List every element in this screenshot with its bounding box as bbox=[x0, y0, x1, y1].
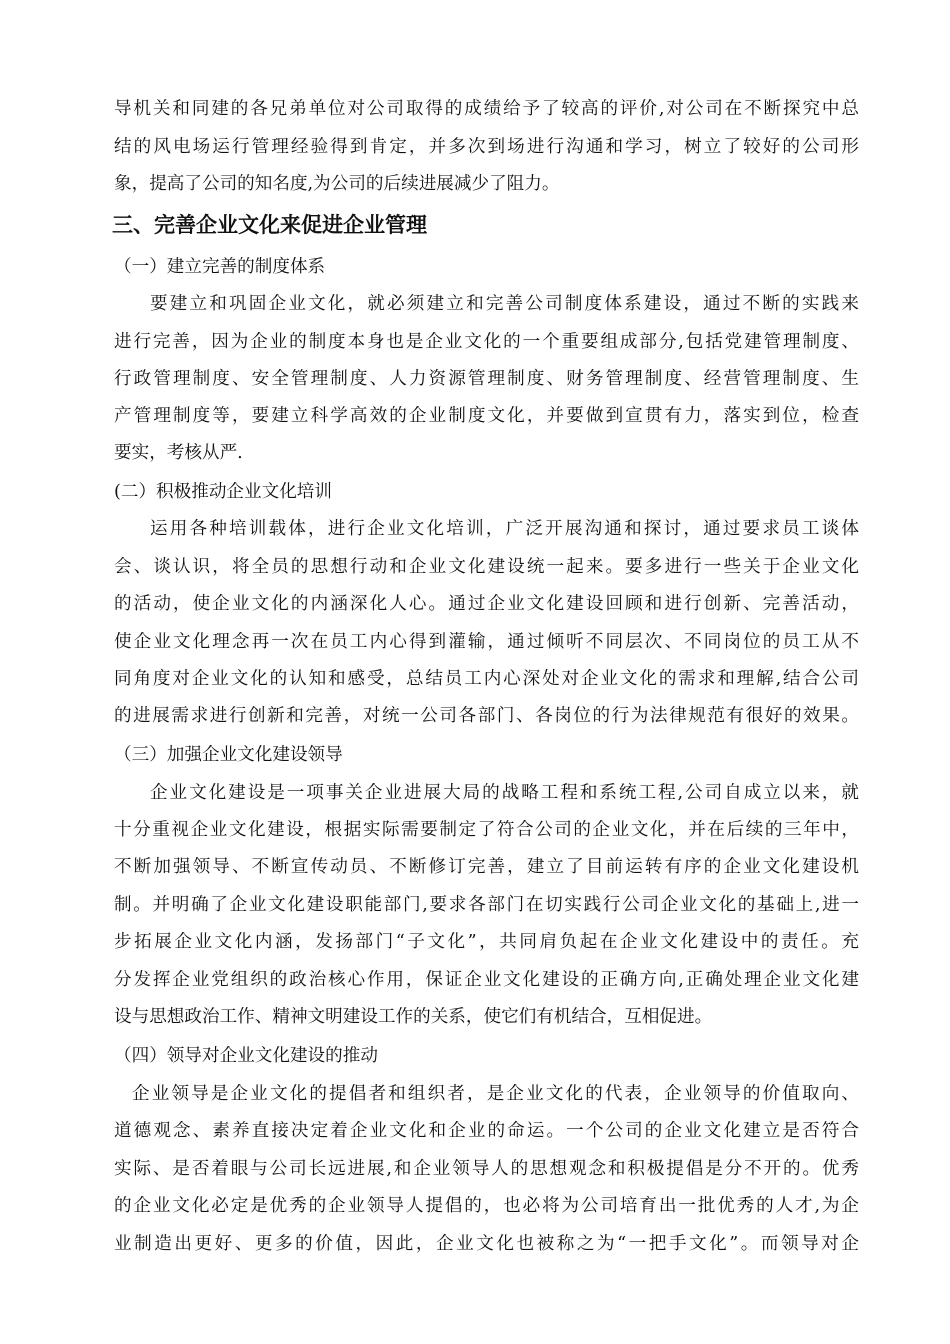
section-heading: 三、完善企业文化来促进企业管理 bbox=[112, 213, 427, 237]
paragraph-line: 同角度对企业文化的认知和感受，总结员工内心深处对企业文化的需求和理解,结合公司 bbox=[114, 669, 859, 689]
paragraph-line: 分发挥企业党组织的政治核心作用，保证企业文化建设的正确方向,正确处理企业文化建 bbox=[114, 970, 859, 990]
paragraph-line: 十分重视企业文化建设，根据实际需要制定了符合公司的企业文化，并在后续的三年中， bbox=[114, 820, 859, 840]
paragraph-line: 道德观念、素养直接决定着企业文化和企业的命运。一个公司的企业文化建立是否符合 bbox=[114, 1121, 859, 1141]
paragraph-line: 要实，考核从严. bbox=[114, 443, 243, 463]
paragraph-line: 实际、是否着眼与公司长远进展,和企业领导人的思想观念和积极提倡是分不开的。优秀 bbox=[114, 1159, 859, 1179]
subsection-heading: （四）领导对企业文化建设的推动 bbox=[114, 1046, 378, 1066]
paragraph-line: 不断加强领导、不断宣传动员、不断修订完善，建立了目前运转有序的企业文化建设机 bbox=[114, 857, 859, 877]
paragraph-line: 产管理制度等，要建立科学高效的企业制度文化，并要做到宣贯有力，落实到位，检查 bbox=[114, 406, 859, 426]
paragraph-line: 步拓展企业文化内涵，发扬部门“子文化”，共同肩负起在企业文化建设中的责任。充 bbox=[114, 932, 859, 952]
paragraph-line: 运用各种培训载体，进行企业文化培训，广泛开展沟通和探讨，通过要求员工谈体 bbox=[150, 519, 859, 539]
paragraph-line: 制。并明确了企业文化建设职能部门,要求各部门在切实践行公司企业文化的基础上,进一 bbox=[114, 895, 859, 915]
paragraph-line: 的活动，使企业文化的内涵深化人心。通过企业文化建设回顾和进行创新、完善活动， bbox=[114, 594, 859, 614]
paragraph-line: 设与思想政治工作、精神文明建设工作的关系，使它们有机结合，互相促进。 bbox=[114, 1007, 713, 1027]
paragraph-line: 企业文化建设是一项事关企业进展大局的战略工程和系统工程,公司自成立以来，就 bbox=[150, 783, 859, 803]
paragraph-line: 结的风电场运行管理经验得到肯定，并多次到场进行沟通和学习，树立了较好的公司形 bbox=[114, 137, 859, 157]
paragraph-line: 导机关和同建的各兄弟单位对公司取得的成绩给予了较高的评价,对公司在不断探究中总 bbox=[114, 99, 859, 119]
paragraph-line: 业制造出更好、更多的价值，因此，企业文化也被称之为“一把手文化”。而领导对企 bbox=[114, 1234, 859, 1254]
paragraph-line: 要建立和巩固企业文化，就必须建立和完善公司制度体系建设，通过不断的实践来 bbox=[150, 294, 859, 314]
paragraph-line: 进行完善，因为企业的制度本身也是企业文化的一个重要组成部分,包括党建管理制度、 bbox=[114, 332, 859, 352]
subsection-heading: （一）建立完善的制度体系 bbox=[114, 257, 326, 277]
paragraph-line: 的进展需求进行创新和完善，对统一公司各部门、各岗位的行为法律规范有很好的效果。 bbox=[114, 706, 859, 726]
paragraph-line: 行政管理制度、安全管理制度、人力资源管理制度、财务管理制度、经营管理制度、生 bbox=[114, 369, 859, 389]
subsection-heading: （三）加强企业文化建设领导 bbox=[114, 745, 343, 765]
paragraph-line: 会、谈认识，将全员的思想行动和企业文化建设统一起来。要多进行一些关于企业文化 bbox=[114, 557, 859, 577]
paragraph-line: 企业领导是企业文化的提倡者和组织者，是企业文化的代表，企业领导的价值取向、 bbox=[132, 1084, 859, 1104]
paragraph-line: 象，提高了公司的知名度,为公司的后续进展减少了阻力。 bbox=[114, 174, 560, 194]
subsection-heading: (二）积极推动企业文化培训 bbox=[114, 482, 332, 502]
paragraph-line: 的企业文化必定是优秀的企业领导人提倡的，也必将为公司培育出一批优秀的人才,为企 bbox=[114, 1196, 859, 1216]
paragraph-line: 使企业文化理念再一次在员工内心得到灌输，通过倾听不同层次、不同岗位的员工从不 bbox=[114, 632, 859, 652]
